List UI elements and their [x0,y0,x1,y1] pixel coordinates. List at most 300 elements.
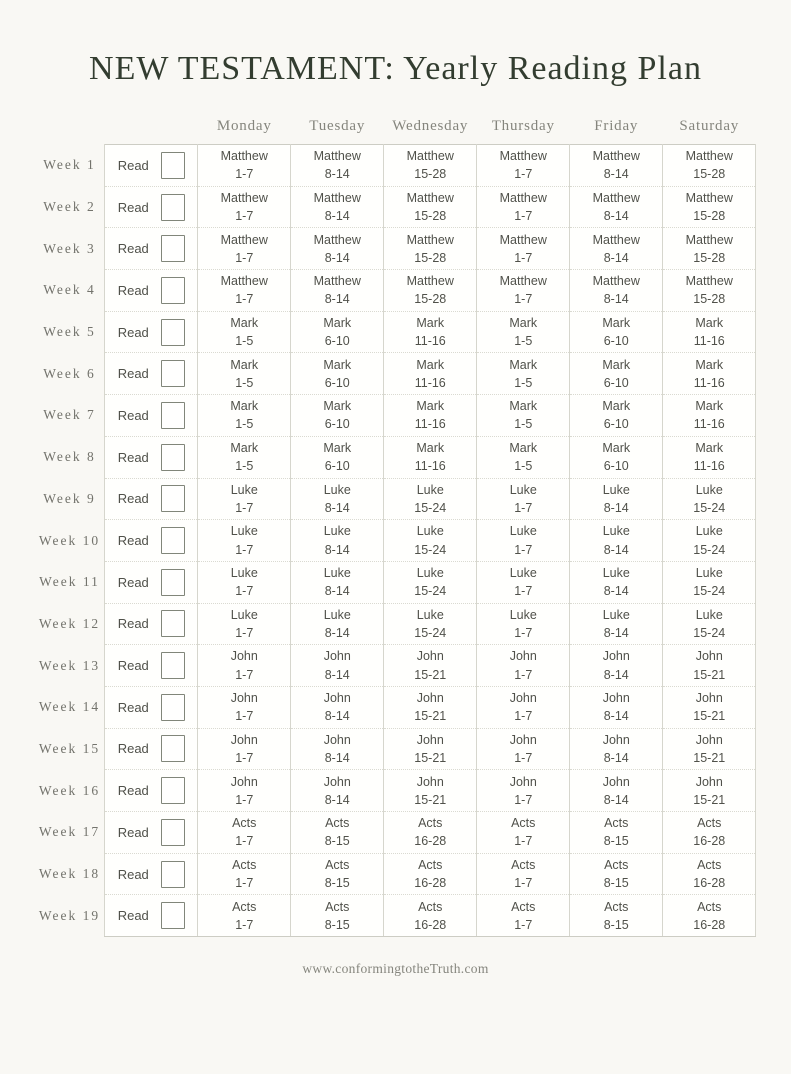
reading-book: Mark [695,441,724,456]
reading-book: Acts [511,899,536,914]
reading-book: John [416,774,444,789]
read-checkbox[interactable] [161,277,185,304]
reading-cell [384,436,477,478]
reading-range: 15-28 [414,167,447,182]
reading-range: 8-14 [324,584,350,599]
reading-cell [384,770,477,812]
week-label: Week 16 [38,782,101,798]
reading-book: Mark [602,315,631,330]
read-label: Read [117,449,149,465]
reading-cell [663,812,756,854]
read-checkbox[interactable] [161,444,185,471]
read-label: Read [117,866,149,882]
reading-range: 8-14 [603,500,629,515]
reading-cell [477,770,570,812]
reading-cell [198,895,291,937]
reading-book: Matthew [406,190,454,205]
reading-cell [198,603,291,645]
reading-range: 1-7 [235,292,254,307]
reading-book: Matthew [220,232,268,247]
reading-book: Luke [230,566,258,581]
read-label: Read [117,699,149,715]
reading-range: 8-14 [603,542,629,557]
reading-cell [570,895,663,937]
reading-book: Mark [695,399,724,414]
week-label: Week 11 [39,574,100,590]
reading-cell [384,561,477,603]
reading-book: Mark [323,315,352,330]
reading-book: Matthew [685,149,733,164]
reading-cell [198,478,291,520]
reading-range: 1-7 [514,542,533,557]
reading-cell [477,395,570,437]
reading-book: Mark [416,357,445,372]
week-label: Week 3 [43,240,96,256]
reading-cell [663,603,756,645]
reading-cell [663,395,756,437]
read-label: Read [117,199,149,215]
reading-cell [570,353,663,395]
read-label: Read [117,824,149,840]
reading-range: 8-14 [603,709,629,724]
read-checkbox[interactable] [161,319,185,346]
reading-range: 1-7 [235,209,254,224]
reading-range: 15-24 [693,542,726,557]
day-header-wednesday: Wednesday [392,118,469,134]
week-label: Week 19 [38,907,101,923]
reading-range: 1-7 [235,876,254,891]
read-checkbox[interactable] [161,485,185,512]
read-checkbox[interactable] [161,735,185,762]
reading-book: Mark [509,399,538,414]
reading-book: Mark [230,441,259,456]
reading-book: John [323,691,351,706]
reading-cell [198,812,291,854]
reading-cell [291,603,384,645]
read-checkbox[interactable] [161,152,185,179]
reading-book: Mark [230,399,259,414]
reading-range: 1-7 [514,792,533,807]
reading-cell [384,812,477,854]
reading-range: 1-7 [514,917,533,932]
read-label: Read [117,324,149,340]
reading-cell [663,561,756,603]
reading-book: Matthew [406,232,454,247]
reading-book: Matthew [499,232,547,247]
reading-cell [291,728,384,770]
reading-cell [384,186,477,228]
week-label: Week 15 [38,740,101,756]
reading-cell [570,520,663,562]
reading-range: 1-7 [514,167,533,182]
reading-book: Luke [323,566,351,581]
reading-range: 1-7 [235,709,254,724]
reading-cell [663,478,756,520]
reading-range: 8-14 [324,709,350,724]
reading-cell [570,478,663,520]
read-label: Read [117,282,149,298]
read-checkbox[interactable] [161,360,185,387]
reading-cell [198,436,291,478]
reading-cell [291,770,384,812]
reading-cell [477,603,570,645]
reading-range: 6-10 [603,417,629,432]
reading-book: Luke [416,607,444,622]
reading-cell [663,853,756,895]
reading-cell [291,561,384,603]
reading-book: John [695,774,723,789]
reading-book: Acts [325,899,350,914]
read-checkbox[interactable] [161,777,185,804]
reading-range: 11-16 [693,334,725,349]
reading-cell [477,853,570,895]
day-header-friday: Friday [594,118,639,134]
reading-range: 16-28 [414,876,447,891]
reading-book: Mark [602,441,631,456]
reading-cell [291,436,384,478]
read-cell [105,436,198,478]
reading-book: Luke [509,524,537,539]
reading-range: 1-7 [235,584,254,599]
reading-cell [570,812,663,854]
reading-book: Luke [509,482,537,497]
read-checkbox[interactable] [161,194,185,221]
reading-cell [384,228,477,270]
reading-range: 15-28 [693,250,726,265]
read-cell [105,686,198,728]
reading-book: Matthew [220,149,268,164]
reading-range: 8-14 [324,750,350,765]
read-cell [105,645,198,687]
reading-cell [477,478,570,520]
reading-cell [477,186,570,228]
reading-book: Matthew [499,190,547,205]
reading-book: Matthew [685,232,733,247]
reading-cell [198,395,291,437]
read-cell [105,812,198,854]
reading-cell [477,728,570,770]
week-label: Week 13 [38,657,101,673]
reading-book: Matthew [313,274,361,289]
reading-book: Acts [697,857,722,872]
reading-cell [291,395,384,437]
table-row [35,186,756,228]
reading-range: 16-28 [414,917,447,932]
reading-range: 15-28 [414,250,447,265]
reading-cell [477,353,570,395]
reading-cell [477,686,570,728]
reading-range: 6-10 [324,459,350,474]
reading-book: John [416,732,444,747]
reading-range: 15-28 [414,292,447,307]
read-label: Read [117,407,149,423]
reading-cell [570,561,663,603]
reading-range: 1-5 [514,334,533,349]
table-row [35,686,756,728]
reading-book: Mark [509,315,538,330]
week-label: Week 5 [43,324,96,340]
reading-book: Matthew [313,149,361,164]
reading-cell [291,853,384,895]
reading-range: 1-7 [514,876,533,891]
reading-book: John [230,649,258,664]
reading-range: 1-7 [514,209,533,224]
reading-book: John [695,732,723,747]
reading-cell [384,311,477,353]
reading-cell [198,186,291,228]
read-label: Read [117,574,149,590]
table-row [35,478,756,520]
reading-book: John [416,691,444,706]
reading-book: Luke [230,482,258,497]
reading-book: Luke [602,607,630,622]
reading-cell [198,686,291,728]
week-label: Week 9 [43,490,96,506]
week-label: Week 10 [38,532,101,548]
reading-range: 8-15 [324,876,350,891]
read-checkbox[interactable] [161,569,185,596]
reading-range: 8-14 [603,292,629,307]
table-row [35,853,756,895]
reading-range: 1-5 [235,417,254,432]
reading-cell [291,478,384,520]
reading-book: Acts [697,816,722,831]
reading-book: Matthew [313,232,361,247]
reading-book: Acts [325,857,350,872]
reading-book: Matthew [220,190,268,205]
reading-cell [477,895,570,937]
reading-cell [384,645,477,687]
read-checkbox[interactable] [161,610,185,637]
reading-book: Mark [509,441,538,456]
week-label: Week 8 [43,449,96,465]
reading-cell [570,186,663,228]
reading-range: 6-10 [324,375,350,390]
reading-range: 1-7 [235,834,254,849]
week-label: Week 6 [43,365,96,381]
read-checkbox[interactable] [161,902,185,929]
reading-range: 15-21 [414,750,447,765]
reading-cell [291,686,384,728]
read-label: Read [117,658,149,674]
reading-cell [477,311,570,353]
reading-range: 8-14 [603,167,629,182]
reading-cell [663,895,756,937]
reading-cell [663,686,756,728]
reading-range: 8-14 [324,500,350,515]
week-label: Week 7 [43,407,96,423]
reading-book: Luke [695,482,723,497]
reading-book: Acts [232,899,257,914]
reading-range: 8-14 [324,542,350,557]
reading-cell [291,520,384,562]
reading-range: 15-24 [414,500,447,515]
reading-book: Acts [697,899,722,914]
reading-book: Matthew [499,274,547,289]
reading-book: Luke [323,482,351,497]
reading-book: Matthew [406,149,454,164]
week-label: Week 1 [43,157,96,173]
reading-book: Acts [604,899,629,914]
reading-range: 8-14 [603,209,629,224]
reading-cell [477,520,570,562]
reading-range: 16-28 [693,876,726,891]
reading-book: Matthew [313,190,361,205]
reading-range: 16-28 [414,834,447,849]
reading-range: 1-7 [514,834,533,849]
reading-cell [477,145,570,187]
reading-range: 8-14 [603,667,629,682]
reading-cell [291,145,384,187]
reading-cell [663,436,756,478]
read-checkbox[interactable] [161,402,185,429]
reading-range: 16-28 [693,917,726,932]
reading-cell [570,853,663,895]
table-row [35,520,756,562]
reading-range: 8-14 [324,209,350,224]
reading-cell [198,728,291,770]
day-header-thursday: Thursday [491,118,555,134]
reading-cell [291,895,384,937]
reading-range: 8-14 [603,792,629,807]
footer-url: www.conformingtotheTruth.com [302,961,489,977]
reading-range: 1-7 [514,667,533,682]
reading-cell [291,270,384,312]
reading-range: 1-5 [235,459,254,474]
reading-book: Matthew [685,274,733,289]
read-cell [105,145,198,187]
reading-cell [384,853,477,895]
week-label: Week 4 [43,282,96,298]
read-label: Read [117,157,149,173]
reading-cell [477,228,570,270]
reading-cell [570,603,663,645]
read-checkbox[interactable] [161,235,185,262]
read-checkbox[interactable] [161,694,185,721]
reading-range: 6-10 [603,375,629,390]
reading-book: Luke [602,566,630,581]
reading-range: 15-21 [414,667,447,682]
read-label: Read [117,491,149,507]
reading-cell [570,728,663,770]
reading-book: Mark [416,399,445,414]
reading-cell [663,186,756,228]
reading-cell [477,645,570,687]
reading-range: 8-14 [603,750,629,765]
reading-book: Mark [323,399,352,414]
reading-cell [384,395,477,437]
reading-book: Mark [230,357,259,372]
header-spacer [105,118,198,145]
reading-book: Mark [695,315,724,330]
reading-range: 15-24 [414,542,447,557]
read-cell [105,561,198,603]
reading-cell [663,645,756,687]
reading-range: 8-15 [603,876,629,891]
reading-range: 8-14 [603,625,629,640]
reading-range: 8-14 [324,625,350,640]
reading-range: 11-16 [414,459,446,474]
reading-cell [198,561,291,603]
reading-range: 1-7 [514,750,533,765]
table-row [35,145,756,187]
reading-cell [570,311,663,353]
read-cell [105,228,198,270]
reading-book: John [602,649,630,664]
reading-range: 8-14 [324,250,350,265]
reading-cell [663,728,756,770]
week-label: Week 18 [38,866,101,882]
read-checkbox[interactable] [161,527,185,554]
reading-range: 1-7 [235,500,254,515]
reading-book: John [416,649,444,664]
reading-range: 8-14 [324,792,350,807]
read-checkbox[interactable] [161,861,185,888]
reading-cell [663,311,756,353]
reading-range: 15-21 [693,750,726,765]
day-header-row [35,118,756,145]
reading-cell [477,270,570,312]
reading-range: 6-10 [324,334,350,349]
reading-plan-table [35,118,757,937]
reading-cell [291,186,384,228]
reading-range: 16-28 [693,834,726,849]
reading-range: 1-7 [514,250,533,265]
reading-range: 6-10 [603,334,629,349]
reading-cell [291,812,384,854]
table-row [35,561,756,603]
read-cell [105,186,198,228]
reading-cell [477,561,570,603]
reading-cell [663,145,756,187]
reading-cell [663,353,756,395]
reading-range: 8-15 [603,917,629,932]
read-label: Read [117,533,149,549]
reading-book: Mark [323,357,352,372]
reading-cell [570,145,663,187]
reading-range: 1-5 [235,334,254,349]
reading-range: 15-28 [693,209,726,224]
reading-book: Acts [325,816,350,831]
week-label: Week 14 [38,699,101,715]
reading-cell [198,311,291,353]
read-label: Read [117,241,149,257]
reading-range: 1-5 [514,375,533,390]
reading-range: 11-16 [414,417,446,432]
reading-range: 1-7 [235,167,254,182]
reading-cell [198,645,291,687]
reading-range: 15-28 [414,209,447,224]
reading-range: 6-10 [603,459,629,474]
reading-cell [384,145,477,187]
reading-range: 1-7 [235,750,254,765]
reading-book: Acts [511,816,536,831]
reading-book: Matthew [592,232,640,247]
reading-range: 1-7 [235,917,254,932]
reading-cell [384,353,477,395]
reading-book: Matthew [592,190,640,205]
read-checkbox[interactable] [161,819,185,846]
reading-range: 15-24 [693,500,726,515]
table-row [35,311,756,353]
read-checkbox[interactable] [161,652,185,679]
table-row [35,603,756,645]
reading-book: Luke [416,482,444,497]
reading-book: Acts [511,857,536,872]
reading-cell [198,145,291,187]
reading-book: Luke [416,566,444,581]
reading-book: John [602,691,630,706]
